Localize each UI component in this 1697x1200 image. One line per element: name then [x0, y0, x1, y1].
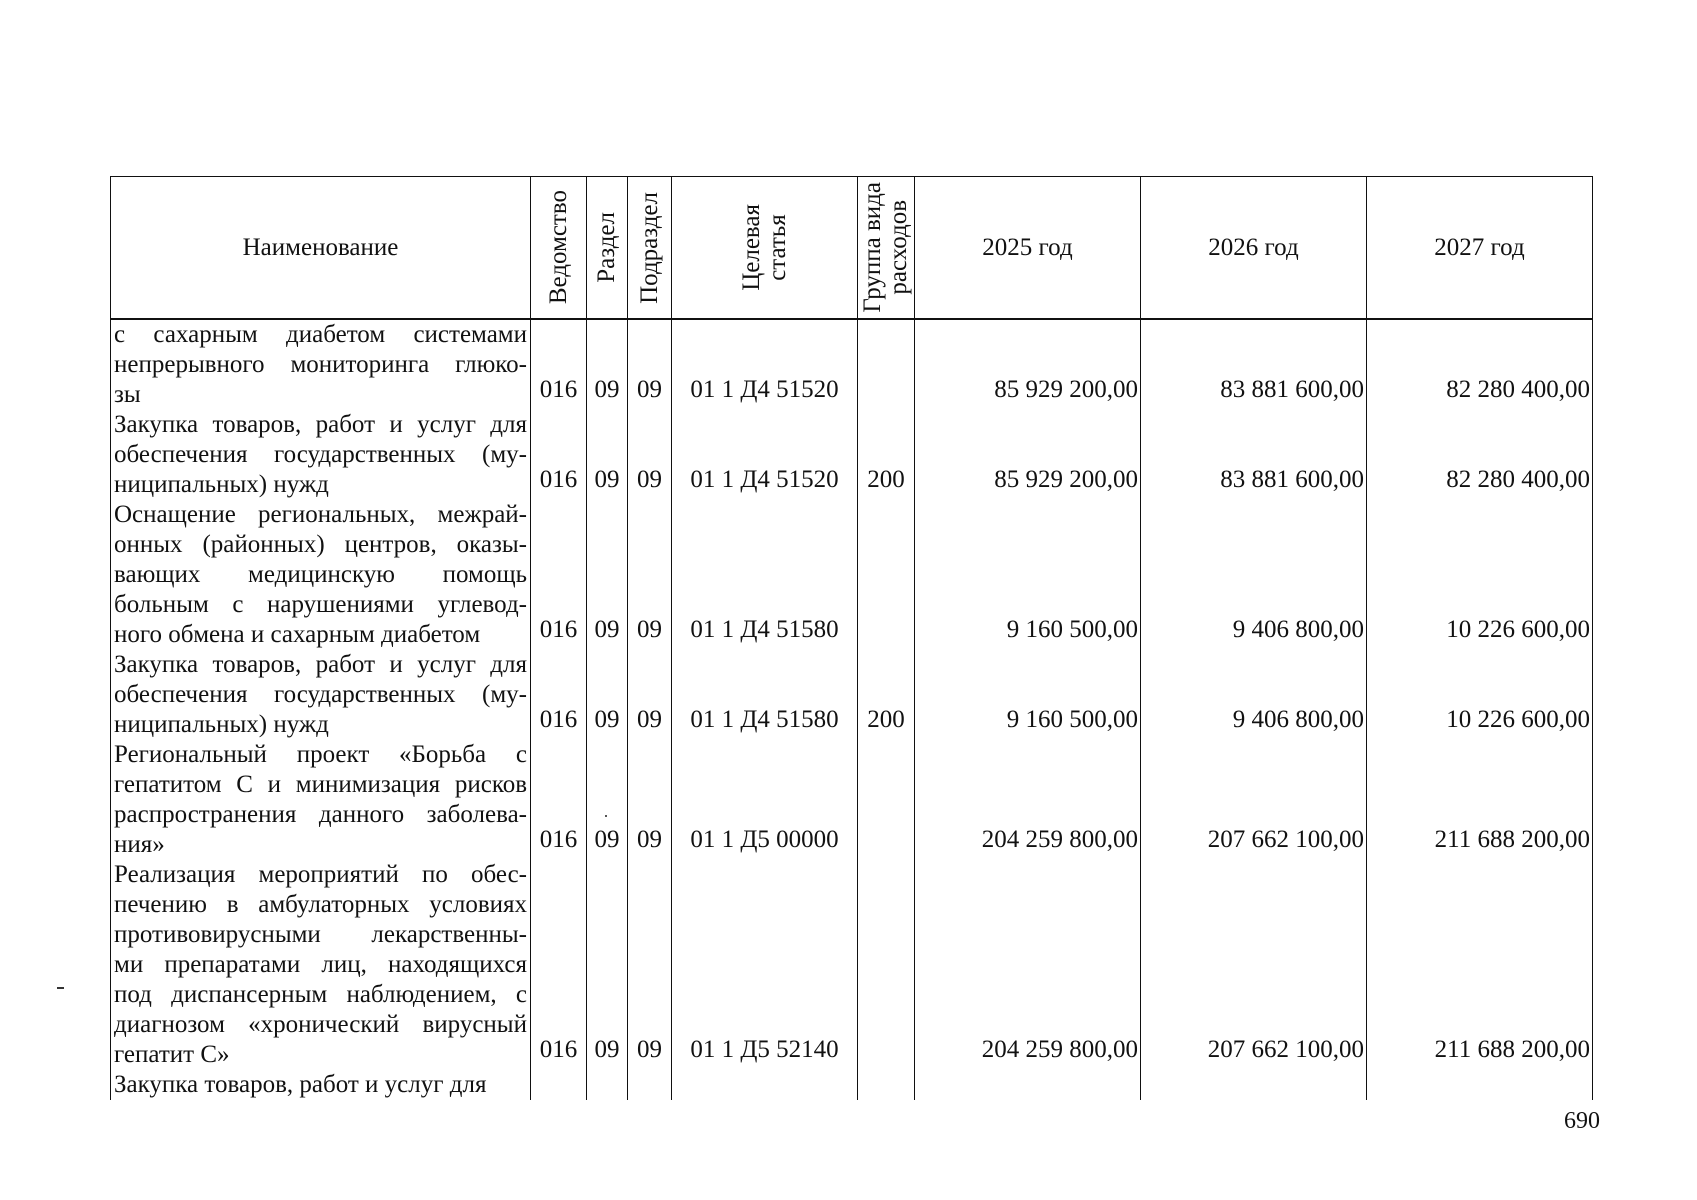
row-name-line: гепатит С» — [114, 1041, 230, 1068]
row-amount-2026: 207 662 100,00 — [1141, 740, 1367, 860]
row-amount-2026: 207 662 100,00 — [1141, 860, 1367, 1070]
row-subsection: 09 — [628, 860, 672, 1070]
row-name-line: обеспечения государственных (му- — [114, 441, 527, 468]
header-subsection-label: Подраздел — [635, 191, 663, 304]
row-subsection — [628, 1070, 672, 1100]
row-section: 09 — [587, 500, 628, 650]
table-row — [111, 410, 1593, 500]
row-amount-2025: 204 259 800,00 — [915, 740, 1141, 860]
table-row — [111, 860, 1593, 1070]
header-year-2026 — [1141, 177, 1367, 320]
row-name — [111, 650, 531, 740]
row-name — [111, 860, 531, 1070]
header-target-item-line1: Целевая — [737, 204, 765, 291]
row-name-line: Закупка товаров, работ и услуг для — [114, 651, 527, 678]
row-department: 016 — [531, 650, 587, 740]
row-amount-2026: 83 881 600,00 — [1141, 319, 1367, 410]
row-department: 016 — [531, 410, 587, 500]
page-number: 690 — [1564, 1108, 1600, 1134]
row-department: 016 — [531, 740, 587, 860]
row-section: 09 — [587, 860, 628, 1070]
header-row — [111, 177, 1593, 320]
row-amount-2026: 9 406 800,00 — [1141, 500, 1367, 650]
row-name-line: больным с нарушениями углевод- — [114, 591, 527, 618]
row-amount-2027: 211 688 200,00 — [1367, 860, 1593, 1070]
row-name-line: ниципальных) нужд — [114, 471, 329, 498]
row-name-line: ми препаратами лиц, находящихся — [114, 951, 527, 978]
header-department — [531, 177, 587, 320]
row-amount-2025: 9 160 500,00 — [915, 500, 1141, 650]
row-amount-2026: 9 406 800,00 — [1141, 650, 1367, 740]
row-name-line: обеспечения государственных (му- — [114, 681, 527, 708]
header-section — [587, 177, 628, 320]
header-target-item-line2: статья — [763, 214, 791, 281]
row-name-line: Оснащение региональных, межрай- — [114, 501, 527, 528]
row-section: 09 — [587, 319, 628, 410]
row-section: 09 — [587, 650, 628, 740]
row-department: 016 — [531, 500, 587, 650]
row-amount-2026: 83 881 600,00 — [1141, 410, 1367, 500]
row-amount-2025 — [915, 1070, 1141, 1100]
row-amount-2027: 211 688 200,00 — [1367, 740, 1593, 860]
row-expense-group — [858, 740, 915, 860]
row-expense-group — [858, 1070, 915, 1100]
row-amount-2025: 9 160 500,00 — [915, 650, 1141, 740]
header-year-2025 — [915, 177, 1141, 320]
row-name-line: непрерывного мониторинга глюко- — [114, 351, 527, 378]
header-year-2027 — [1367, 177, 1593, 320]
header-target-item — [672, 177, 858, 320]
scan-speck — [605, 815, 607, 817]
table-row — [111, 740, 1593, 860]
table-body — [111, 319, 1593, 1100]
budget-table — [110, 176, 1593, 1100]
row-name-line: печению в амбулаторных условиях — [114, 891, 527, 918]
row-name — [111, 319, 531, 410]
row-department: 016 — [531, 860, 587, 1070]
row-name-line: диагнозом «хронический вирусный — [114, 1011, 527, 1038]
row-amount-2025: 204 259 800,00 — [915, 860, 1141, 1070]
row-name-line: Региональный проект «Борьба с — [114, 741, 527, 768]
table-row — [111, 500, 1593, 650]
row-subsection: 09 — [628, 319, 672, 410]
header-expense-group — [858, 177, 915, 320]
row-amount-2027: 82 280 400,00 — [1367, 410, 1593, 500]
row-target-item: 01 1 Д5 00000 — [672, 740, 858, 860]
table-row — [111, 319, 1593, 410]
row-subsection: 09 — [628, 740, 672, 860]
row-amount-2027 — [1367, 1070, 1593, 1100]
row-amount-2026 — [1141, 1070, 1367, 1100]
row-name-line: вающих медицинскую помощь — [114, 561, 527, 588]
row-amount-2027: 82 280 400,00 — [1367, 319, 1593, 410]
row-subsection: 09 — [628, 500, 672, 650]
row-subsection: 09 — [628, 650, 672, 740]
row-target-item: 01 1 Д4 51580 — [672, 650, 858, 740]
row-amount-2025: 85 929 200,00 — [915, 410, 1141, 500]
row-name — [111, 410, 531, 500]
row-section: 09 — [587, 740, 628, 860]
row-name-line: ного обмена и сахарным диабетом — [114, 621, 481, 648]
table-row — [111, 1070, 1593, 1100]
row-name — [111, 740, 531, 860]
row-name-line: гепатитом С и минимизация рисков — [114, 771, 527, 798]
row-target-item: 01 1 Д4 51520 — [672, 410, 858, 500]
header-expense-group-label — [860, 182, 912, 313]
row-target-item: 01 1 Д5 52140 — [672, 860, 858, 1070]
row-target-item: 01 1 Д4 51580 — [672, 500, 858, 650]
row-expense-group — [858, 319, 915, 410]
header-section-label: Раздел — [593, 212, 620, 283]
header-target-item-label — [739, 204, 791, 291]
row-name-line: под диспансерным наблюдением, с — [114, 981, 527, 1008]
header-department-label: Ведомство — [544, 190, 572, 305]
row-target-item: 01 1 Д4 51520 — [672, 319, 858, 410]
row-expense-group: 200 — [858, 650, 915, 740]
row-amount-2027: 10 226 600,00 — [1367, 650, 1593, 740]
header-name — [111, 177, 531, 320]
row-name-line: распространения данного заболева- — [114, 801, 527, 828]
row-name-line: с сахарным диабетом системами — [114, 321, 527, 348]
row-name-line: Закупка товаров, работ и услуг для — [114, 1071, 487, 1098]
header-subsection — [628, 177, 672, 320]
header-name-label: Наименование — [242, 233, 399, 261]
row-department: 016 — [531, 319, 587, 410]
row-name-line: ния» — [114, 831, 165, 858]
row-name-line: ниципальных) нужд — [114, 711, 329, 738]
row-expense-group: 200 — [858, 410, 915, 500]
header-year-2027-label: 2027 год — [1434, 233, 1525, 261]
header-expense-group-line1: Группа вида — [859, 182, 886, 313]
row-name-line: Реализация мероприятий по обес- — [114, 861, 527, 888]
header-expense-group-line2: расходов — [885, 200, 912, 295]
header-year-2026-label: 2026 год — [1208, 233, 1299, 261]
row-amount-2025: 85 929 200,00 — [915, 319, 1141, 410]
row-name — [111, 1070, 531, 1100]
row-department — [531, 1070, 587, 1100]
row-name-line: онных (районных) центров, оказы- — [114, 531, 527, 558]
table-header — [111, 177, 1593, 320]
row-expense-group — [858, 860, 915, 1070]
row-name-line: Закупка товаров, работ и услуг для — [114, 411, 527, 438]
row-target-item — [672, 1070, 858, 1100]
header-year-2025-label: 2025 год — [982, 233, 1073, 261]
scan-mark — [57, 987, 64, 989]
row-subsection: 09 — [628, 410, 672, 500]
row-name — [111, 500, 531, 650]
row-name-line: зы — [114, 381, 141, 408]
row-section — [587, 1070, 628, 1100]
row-name-line: противовирусными лекарственны- — [114, 921, 527, 948]
row-section: 09 — [587, 410, 628, 500]
row-amount-2027: 10 226 600,00 — [1367, 500, 1593, 650]
row-expense-group — [858, 500, 915, 650]
table-row — [111, 650, 1593, 740]
